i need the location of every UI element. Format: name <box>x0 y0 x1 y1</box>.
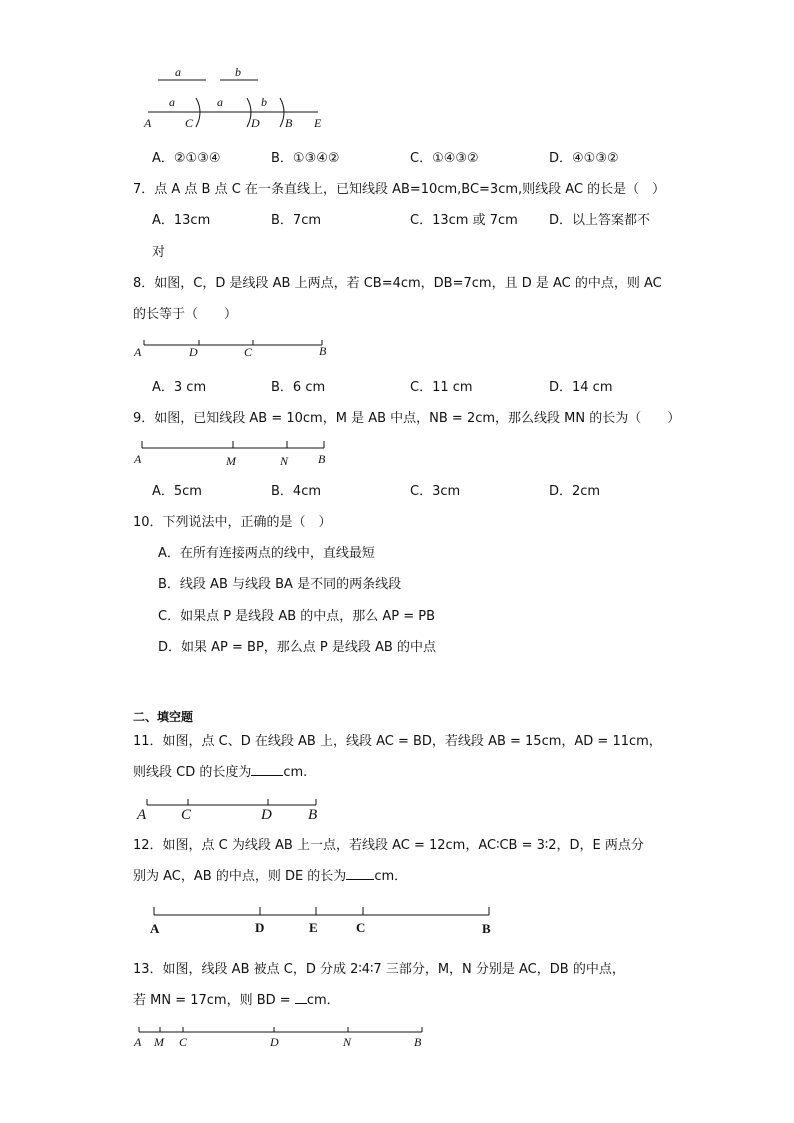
q10-option-b: B．线段 AB 与线段 BA 是不同的两条线段 <box>158 577 402 592</box>
q7-option-a: A．13cm <box>152 213 211 228</box>
q13-fig-point-b: B <box>414 1035 422 1049</box>
q7-option-d-continued: 对 <box>152 245 166 260</box>
q13-fig-point-n: N <box>343 1035 352 1049</box>
q9-option-d: D．2cm <box>549 484 601 499</box>
q13-fig-point-c: C <box>179 1035 188 1049</box>
fig6-point-b: B <box>285 116 293 130</box>
fig6-top-label-b: b <box>235 65 241 79</box>
q8-option-b: B．6 cm <box>271 380 326 395</box>
q11-fig-point-b: B <box>308 807 318 823</box>
q6-option-b: B．①③④② <box>271 151 340 166</box>
q12-fig-point-d: D <box>255 920 265 935</box>
q8-fig-point-a: A <box>134 345 142 359</box>
q11-stem-unit: cm. <box>283 765 308 780</box>
fig6-point-a: A <box>144 116 152 130</box>
q13-fig-point-m: M <box>154 1035 164 1049</box>
q8-option-a: A．3 cm <box>152 380 207 395</box>
q8-fig-point-b: B <box>319 344 327 358</box>
q9-fig-point-m: M <box>226 454 236 468</box>
q10-option-a: A．在所有连接两点的线中，直线最短 <box>158 546 375 561</box>
q11-fig-point-a: A <box>137 807 147 823</box>
q13-stem-unit: cm． <box>306 993 340 1008</box>
q10-option-c: C．如果点 P 是线段 AB 的中点，那么 AP = PB <box>158 609 436 624</box>
q9-option-a: A．5cm <box>152 484 202 499</box>
q10-stem: 10．下列说法中，正确的是（ ） <box>133 515 332 530</box>
q7-stem: 7．点 A 点 B 点 C 在一条直线上，已知线段 AB=10cm,BC=3cm,则线段 AC 的长是（ ） <box>133 182 666 197</box>
q12-fig-point-c: C <box>356 920 366 935</box>
q7-option-d: D．以上答案都不 <box>549 213 651 228</box>
q12-stem-text: 别为 AC，AB 的中点，则 DE 的长为 <box>133 869 347 884</box>
q8-stem-line2: 的长等于（ ） <box>133 307 238 322</box>
q7-option-c: C．13cm 或 7cm <box>410 213 518 228</box>
section-title-fill-in: 二、填空题 <box>133 710 194 724</box>
q11-stem-text: 则线段 CD 的长度为 <box>133 765 252 780</box>
q9-option-b: B．4cm <box>271 484 322 499</box>
fig6-mid-label-a1: a <box>169 95 175 109</box>
fig6-top-label-a: a <box>175 65 181 79</box>
q13-fig-point-d: D <box>270 1035 279 1049</box>
q11-stem-line1: 11．如图，点 C、D 在线段 AB 上，线段 AC = BD，若线段 AB = 15cm，AD = 11cm， <box>133 734 662 749</box>
q12-fig-point-e: E <box>309 920 318 935</box>
q13-stem-line1: 13．如图，线段 AB 被点 C，D 分成 2∶4∶7 三部分，M，N 分别是 AC，DB 的中点， <box>133 962 625 977</box>
q7-option-b: B．7cm <box>271 213 322 228</box>
q10-option-d: D．如果 AP = BP，那么点 P 是线段 AB 的中点 <box>158 640 436 655</box>
fig6-point-e: E <box>314 116 322 130</box>
q11-fig-point-c: C <box>181 807 192 823</box>
q8-option-c: C．11 cm <box>410 380 473 395</box>
fig6-mid-label-a2: a <box>217 95 223 109</box>
fig6-point-d: D <box>251 116 260 130</box>
q8-stem-line1: 8．如图，C，D 是线段 AB 上两点，若 CB=4cm，DB=7cm，且 D 是 AC 的中点，则 AC <box>133 276 662 291</box>
q12-fig-point-a: A <box>150 921 160 936</box>
fig6-mid-label-b: b <box>261 95 267 109</box>
q9-fig-point-n: N <box>280 454 289 468</box>
q9-fig-point-a: A <box>134 452 142 466</box>
q8-option-d: D．14 cm <box>549 380 613 395</box>
q13-stem-text: 若 MN = 17cm，则 BD = <box>133 993 291 1008</box>
q9-option-c: C．3cm <box>410 484 461 499</box>
q8-fig-point-c: C <box>244 345 253 359</box>
q6-option-c: C．①④③② <box>410 151 479 166</box>
q9-fig-point-b: B <box>318 452 326 466</box>
q12-stem-unit: cm． <box>374 869 408 884</box>
q13-fig-point-a: A <box>134 1035 142 1049</box>
q8-fig-point-d: D <box>189 345 198 359</box>
q12-fig-point-b: B <box>482 921 491 936</box>
q11-fig-point-d: D <box>261 807 272 823</box>
q12-stem-line1: 12．如图，点 C 为线段 AB 上一点，若线段 AC = 12cm，AC∶CB = 3∶2，D，E 两点分 <box>133 838 644 853</box>
q6-option-d: D．④①③② <box>549 151 619 166</box>
q9-stem: 9．如图，已知线段 AB = 10cm，M 是 AB 中点，NB = 2cm，那么线段 MN 的长为（ ） <box>133 411 681 426</box>
fig6-point-c: C <box>185 116 194 130</box>
q6-option-a: A．②①③④ <box>152 151 221 166</box>
